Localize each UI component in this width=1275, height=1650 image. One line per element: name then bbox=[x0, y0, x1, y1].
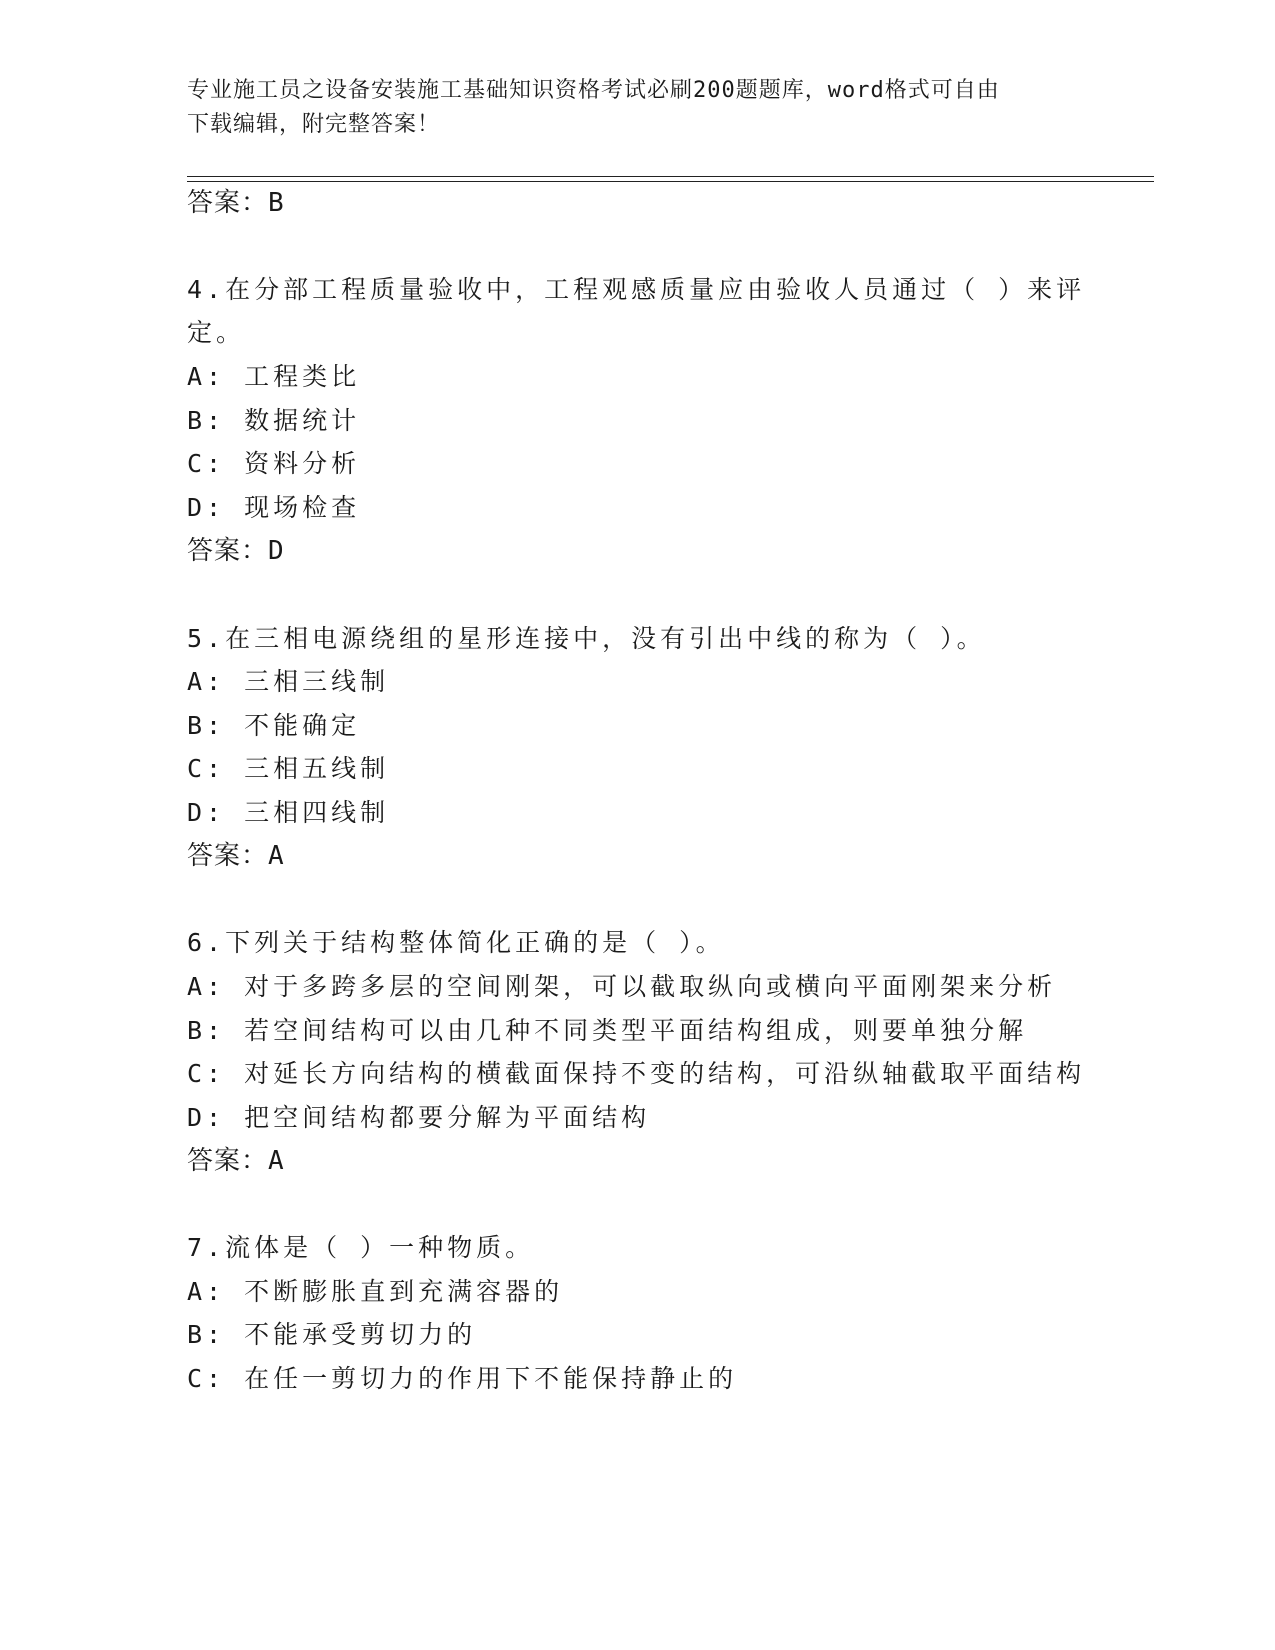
question-6-option-c: C: 对延长方向结构的横截面保持不变的结构，可沿纵轴截取平面结构 bbox=[187, 1059, 1086, 1088]
document-header bbox=[187, 74, 1087, 142]
question-6-stem: 6.下列关于结构整体简化正确的是（ ）。 bbox=[187, 928, 725, 957]
answer-q6: 答案：A bbox=[187, 1146, 285, 1176]
question-5-option-b: B: 不能确定 bbox=[187, 711, 361, 740]
question-4-option-a: A: 工程类比 bbox=[187, 362, 361, 391]
question-7-option-b: B: 不能承受剪切力的 bbox=[187, 1320, 477, 1349]
question-4-stem-line-2: 定。 bbox=[187, 318, 246, 347]
question-4-option-c: C: 资料分析 bbox=[187, 449, 361, 478]
question-6-option-d: D: 把空间结构都要分解为平面结构 bbox=[187, 1103, 651, 1132]
question-5-stem: 5.在三相电源绕组的星形连接中，没有引出中线的称为（ ）。 bbox=[187, 624, 986, 653]
question-7-option-a: A: 不断膨胀直到充满容器的 bbox=[187, 1277, 564, 1306]
header-divider-top bbox=[187, 176, 1154, 177]
question-6-option-b: B: 若空间结构可以由几种不同类型平面结构组成，则要单独分解 bbox=[187, 1016, 1028, 1045]
question-4-stem-line-1: 4.在分部工程质量验收中，工程观感质量应由验收人员通过（ ）来评 bbox=[187, 275, 1086, 304]
question-5-option-d: D: 三相四线制 bbox=[187, 798, 390, 827]
question-4-option-b: B: 数据统计 bbox=[187, 406, 361, 435]
question-7-option-c: C: 在任一剪切力的作用下不能保持静止的 bbox=[187, 1364, 738, 1393]
question-5-option-a: A: 三相三线制 bbox=[187, 667, 390, 696]
question-5-option-c: C: 三相五线制 bbox=[187, 754, 390, 783]
answer-q3: 答案：B bbox=[187, 188, 285, 218]
question-7-stem: 7.流体是（ ）一种物质。 bbox=[187, 1233, 535, 1262]
header-line-1: 专业施工员之设备安装施工基础知识资格考试必刷200题题库，word格式可自由 bbox=[187, 78, 1000, 103]
header-line-2: 下载编辑，附完整答案！ bbox=[187, 112, 441, 137]
answer-q4: 答案：D bbox=[187, 536, 285, 566]
answer-q5: 答案：A bbox=[187, 841, 285, 871]
question-6-option-a: A: 对于多跨多层的空间刚架，可以截取纵向或横向平面刚架来分析 bbox=[187, 972, 1057, 1001]
header-divider-bottom bbox=[187, 181, 1154, 182]
question-4-option-d: D: 现场检查 bbox=[187, 493, 361, 522]
